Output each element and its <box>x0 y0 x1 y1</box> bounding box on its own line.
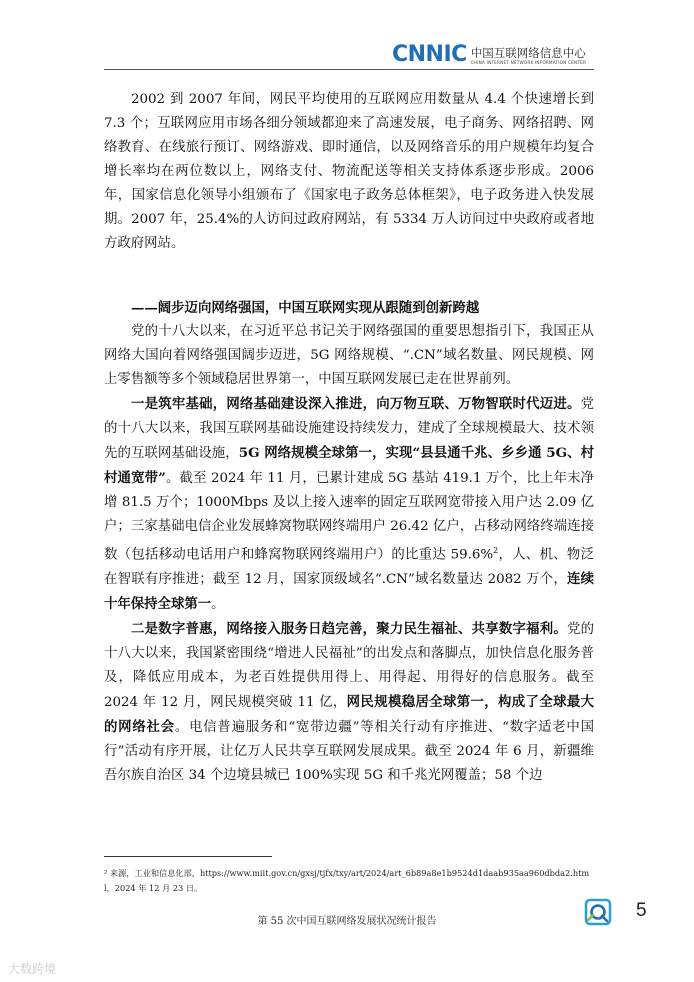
inclusion-bold-1: 网民规模稳居全球第一，构成了全球最大的网络社会 <box>104 694 594 736</box>
infrastructure-bold-2: 连续十年保持全球第一 <box>104 571 594 613</box>
page-body <box>104 88 594 788</box>
infrastructure-text-1: 党的十八大以来，我国互联网基础设施建设持续发力，建成了全球规模最大、技术领先的互联网基础设施， <box>104 397 594 461</box>
infrastructure-text-2: 。截至 2024 年 11 月，已累计建成 5G 基站 419.1 万个，比上年末净增 81.5 万个；1000Mbps 及以上接入速率的固定互联网宽带接入用户达 2.09 亿户；三家基础电信企业发展蜂窝物联网终端用户 26.42 亿户，占移动网络终端连接数（包括移动电话用户和蜂窝物联网终端用户）的比重达 59.6% <box>104 471 595 563</box>
paragraph-history: 2002 到 2007 年间，网民平均使用的互联网应用数量从 4.4 个快速增长到 7.3 个；互联网应用市场各细分领域都迎来了高速发展，电子商务、网络招聘、网络教育、在线旅行预订、网络游戏、即时通信，以及网络音乐的用户规模年均复合增长率均在两位数以上，网络支付、物流配送等相关支持体系逐步形成。2006 年，国家信息化领导小组颁布了《国家电子政务总体框架》，电子政务进入快发展期。2007 年，25.4%的人访问过政府网站，有 5334 万人访问过中央政府或者地方政府网站。 <box>104 92 594 251</box>
footnote-ref: 2 <box>493 546 499 555</box>
page-header <box>0 0 694 70</box>
infrastructure-bold-1: 5G 网络规模全球第一，实现“县县通千兆、乡乡通 5G、村村通宽带” <box>104 445 595 486</box>
footnote-rule <box>104 856 272 857</box>
logo-chinese-name: 中国互联网络信息中心 <box>470 46 586 60</box>
inclusion-text-1: 党的十八大以来，我国紧密围绕“增进人民福祉”的出发点和落脚点，加快信息化服务普及，降低应用成本，为老百姓提供用得上、用得起、用得好的信息服务。截至 2024 年 12 月，网民规模突破 11 亿， <box>104 622 594 711</box>
paragraph-infrastructure <box>104 392 594 617</box>
logo-text <box>471 47 586 66</box>
cnnic-logo <box>392 44 586 66</box>
watermark: 大数跨境 <box>8 962 57 976</box>
infrastructure-text-3: ，人、机、物泛在智联有序推进；截至 12 月，国家顶级域名“.CN”域名数量达 2082 万个， <box>104 547 595 588</box>
section-gap <box>104 256 594 296</box>
logo-english-name: CHINA INTERNET NETWORK INFORMATION CENTER <box>470 60 587 65</box>
page-number: 5 <box>636 900 647 921</box>
logo-mark: CNNIC <box>392 42 467 67</box>
infrastructure-text-4: 。 <box>211 597 225 613</box>
header-rule <box>104 69 594 70</box>
footer-report-title: 第 55 次中国互联网络发展状况统计报告 <box>257 916 437 927</box>
inclusion-text-2: 。电信普遍服务和“宽带边疆”等相关行动有序推进、“数字适老中国行”活动有序开展，让亿万人民共享互联网发展成果。截至 2024 年 6 月，新疆维吾尔族自治区 34 个边境县城已 100%实现 5G 和千兆光网覆盖；58 个边 <box>104 720 594 784</box>
paragraph-intro: 党的十八大以来，在习近平总书记关于网络强国的重要思想指引下，我国正从网络大国向着网络强国阔步迈进，5G 网络规模、“.CN”域名数量、网民规模、网上零售额等多个领域稳居世界第一，中国互联网发展已走在世界前列。 <box>104 324 594 387</box>
inclusion-lead: 二是数字普惠，网络接入服务日趋完善，聚力民生福祉、共享数字福利。 <box>131 621 567 638</box>
section-title: ——阔步迈向网络强国，中国互联网实现从跟随到创新跨越 <box>131 300 480 316</box>
paragraph-inclusion <box>104 617 594 788</box>
infrastructure-lead: 一是筑牢基础，网络基础建设深入推进，向万物互联、万物智联时代迈进。 <box>131 396 581 412</box>
footnote: ² 来源，工业和信息化部，https://www.miit.gov.cn/gxsj/tjfx/txy/art/2024/art_6b89a8e1b9524d1daab935aa960dbda2.html，2024 年 12 月 23 日。 <box>104 868 590 893</box>
